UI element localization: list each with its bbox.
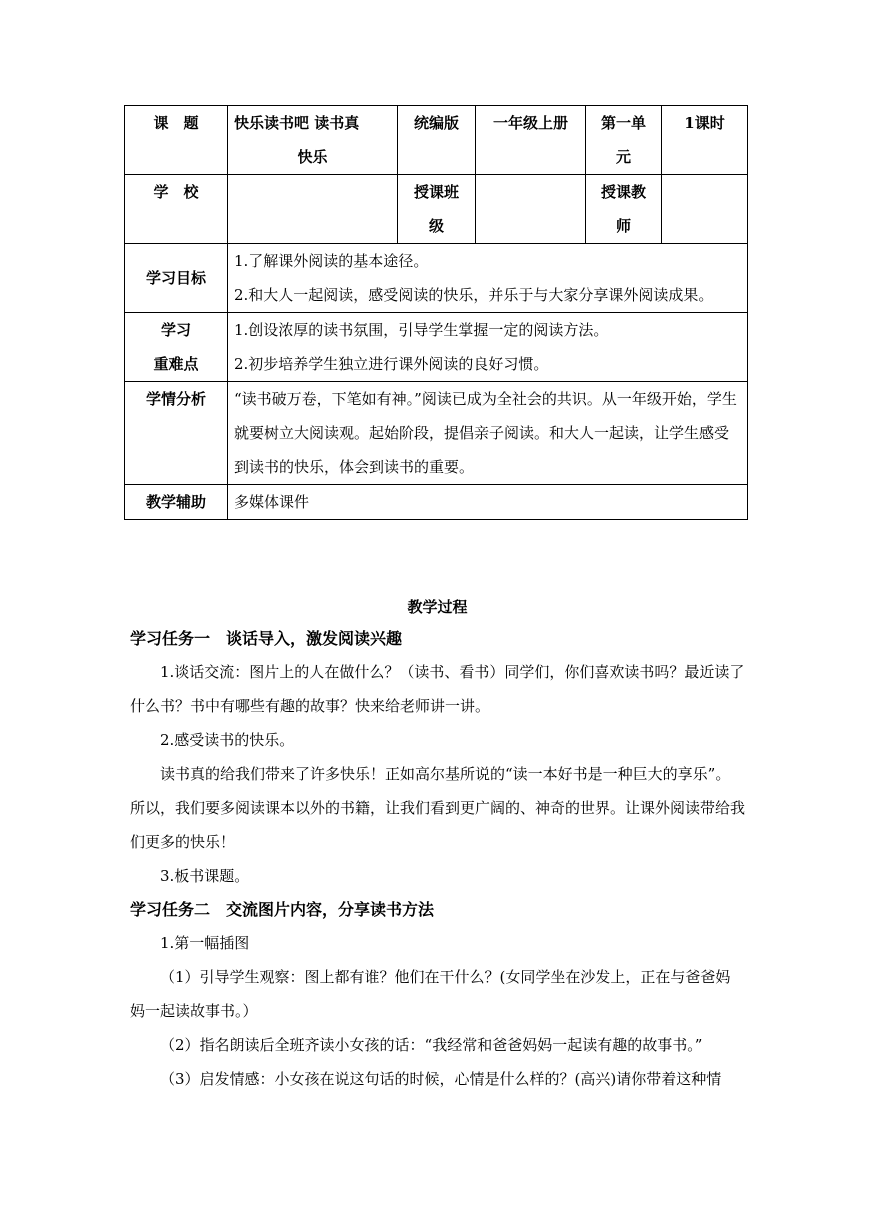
task1-paragraph: 读书真的给我们带来了许多快乐！正如高尔基所说的“读一本好书是一种巨大的享乐”。所以，我们要多阅读课本以外的书籍，让我们看到更广阔的、神奇的世界。让课外阅读带给我们更多的快乐！ (130, 765, 746, 851)
class-label-line1: 授课班 (413, 183, 459, 201)
task1-paragraph: 2.感受读书的快乐。 (160, 731, 295, 749)
task2-title: 学习任务二 交流图片内容，分享读书方法 (130, 900, 435, 919)
topic-title-line1: 快乐读书吧 读书真 (234, 114, 360, 132)
difficulty-item: 1.创设浓厚的读书氛围，引导学生掌握一定的阅读方法。 (234, 321, 609, 339)
unit-line1: 第一单 (600, 114, 646, 132)
aids-label-cell (125, 485, 228, 520)
difficulty-item: 2.初步培养学生独立进行课外阅读的良好习惯。 (234, 355, 549, 373)
goals-content-cell (228, 244, 748, 313)
unit-cell (586, 106, 662, 175)
task2-paragraph: （3）启发情感：小女孩在说这句话的时候，心情是什么样的？(高兴)请你带着这种情 (160, 1070, 722, 1088)
difficulties-label-line1: 学习 (160, 321, 191, 339)
aids-text: 多媒体课件 (234, 493, 310, 511)
class-value-cell (476, 175, 586, 244)
lesson-info-table (124, 105, 748, 520)
goals-label: 学习目标 (145, 269, 206, 287)
task1-paragraph: 1.谈话交流：图片上的人在做什么？（读书、看书）同学们，你们喜欢读书吗？最近读了什么书？书中有哪些有趣的故事？快来给老师讲一讲。 (130, 663, 745, 715)
analysis-text: “读书破万卷，下笔如有神。”阅读已成为全社会的共识。从一年级开始，学生就要树立大阅读观。起始阶段，提倡亲子阅读。和大人一起读，让学生感受到读书的快乐，体会到读书的重要。 (234, 390, 737, 476)
table-row (125, 382, 748, 485)
analysis-content-cell (228, 382, 748, 485)
teacher-label-line2: 师 (615, 217, 631, 235)
class-label-cell (398, 175, 476, 244)
school-label: 学 校 (153, 183, 199, 201)
task2-paragraph: （2）指名朗读后全班齐读小女孩的话：“我经常和爸爸妈妈一起读有趣的故事书。” (160, 1036, 703, 1054)
aids-label: 教学辅助 (145, 493, 206, 511)
process-heading: 教学过程 (407, 598, 468, 616)
school-label-cell (125, 175, 228, 244)
goals-label-cell (125, 244, 228, 313)
goal-item: 2.和大人一起阅读，感受阅读的快乐，并乐于与大家分享课外阅读成果。 (234, 286, 714, 304)
analysis-label: 学情分析 (145, 390, 206, 408)
difficulties-label-cell (125, 313, 228, 382)
teacher-label-cell (586, 175, 662, 244)
topic-label-cell (125, 106, 228, 175)
grade-cell (476, 106, 586, 175)
table-row (125, 485, 748, 520)
teacher-value-cell (662, 175, 748, 244)
topic-title-line2: 快乐 (297, 148, 328, 166)
aids-content-cell (228, 485, 748, 520)
school-value-cell (228, 175, 398, 244)
grade-value: 一年级上册 (492, 114, 568, 132)
hours-cell (662, 106, 748, 175)
table-row (125, 106, 748, 175)
unit-line2: 元 (615, 148, 631, 166)
difficulties-content-cell (228, 313, 748, 382)
difficulties-label-line2: 重难点 (153, 355, 199, 373)
table-row (125, 175, 748, 244)
analysis-label-cell (125, 382, 228, 485)
edition-value: 统编版 (413, 114, 459, 132)
teaching-process (130, 592, 745, 1096)
goal-item: 1.了解课外阅读的基本途径。 (234, 252, 429, 270)
task1-paragraph: 3.板书课题。 (160, 867, 250, 885)
task2-paragraph: 1.第一幅插图 (160, 934, 250, 952)
class-label-line2: 级 (428, 217, 444, 235)
table-row (125, 313, 748, 382)
task2-paragraph: （1）引导学生观察：图上都有谁？他们在干什么？(女同学坐在沙发上，正在与爸爸妈妈一起读故事书。） (130, 968, 731, 1020)
hours-value: 1课时 (684, 114, 725, 132)
topic-label: 课 题 (153, 114, 199, 132)
topic-title-cell (228, 106, 398, 175)
edition-cell (398, 106, 476, 175)
table-row (125, 244, 748, 313)
task1-title: 学习任务一 谈话导入，激发阅读兴趣 (130, 629, 403, 648)
teacher-label-line1: 授课教 (600, 183, 646, 201)
